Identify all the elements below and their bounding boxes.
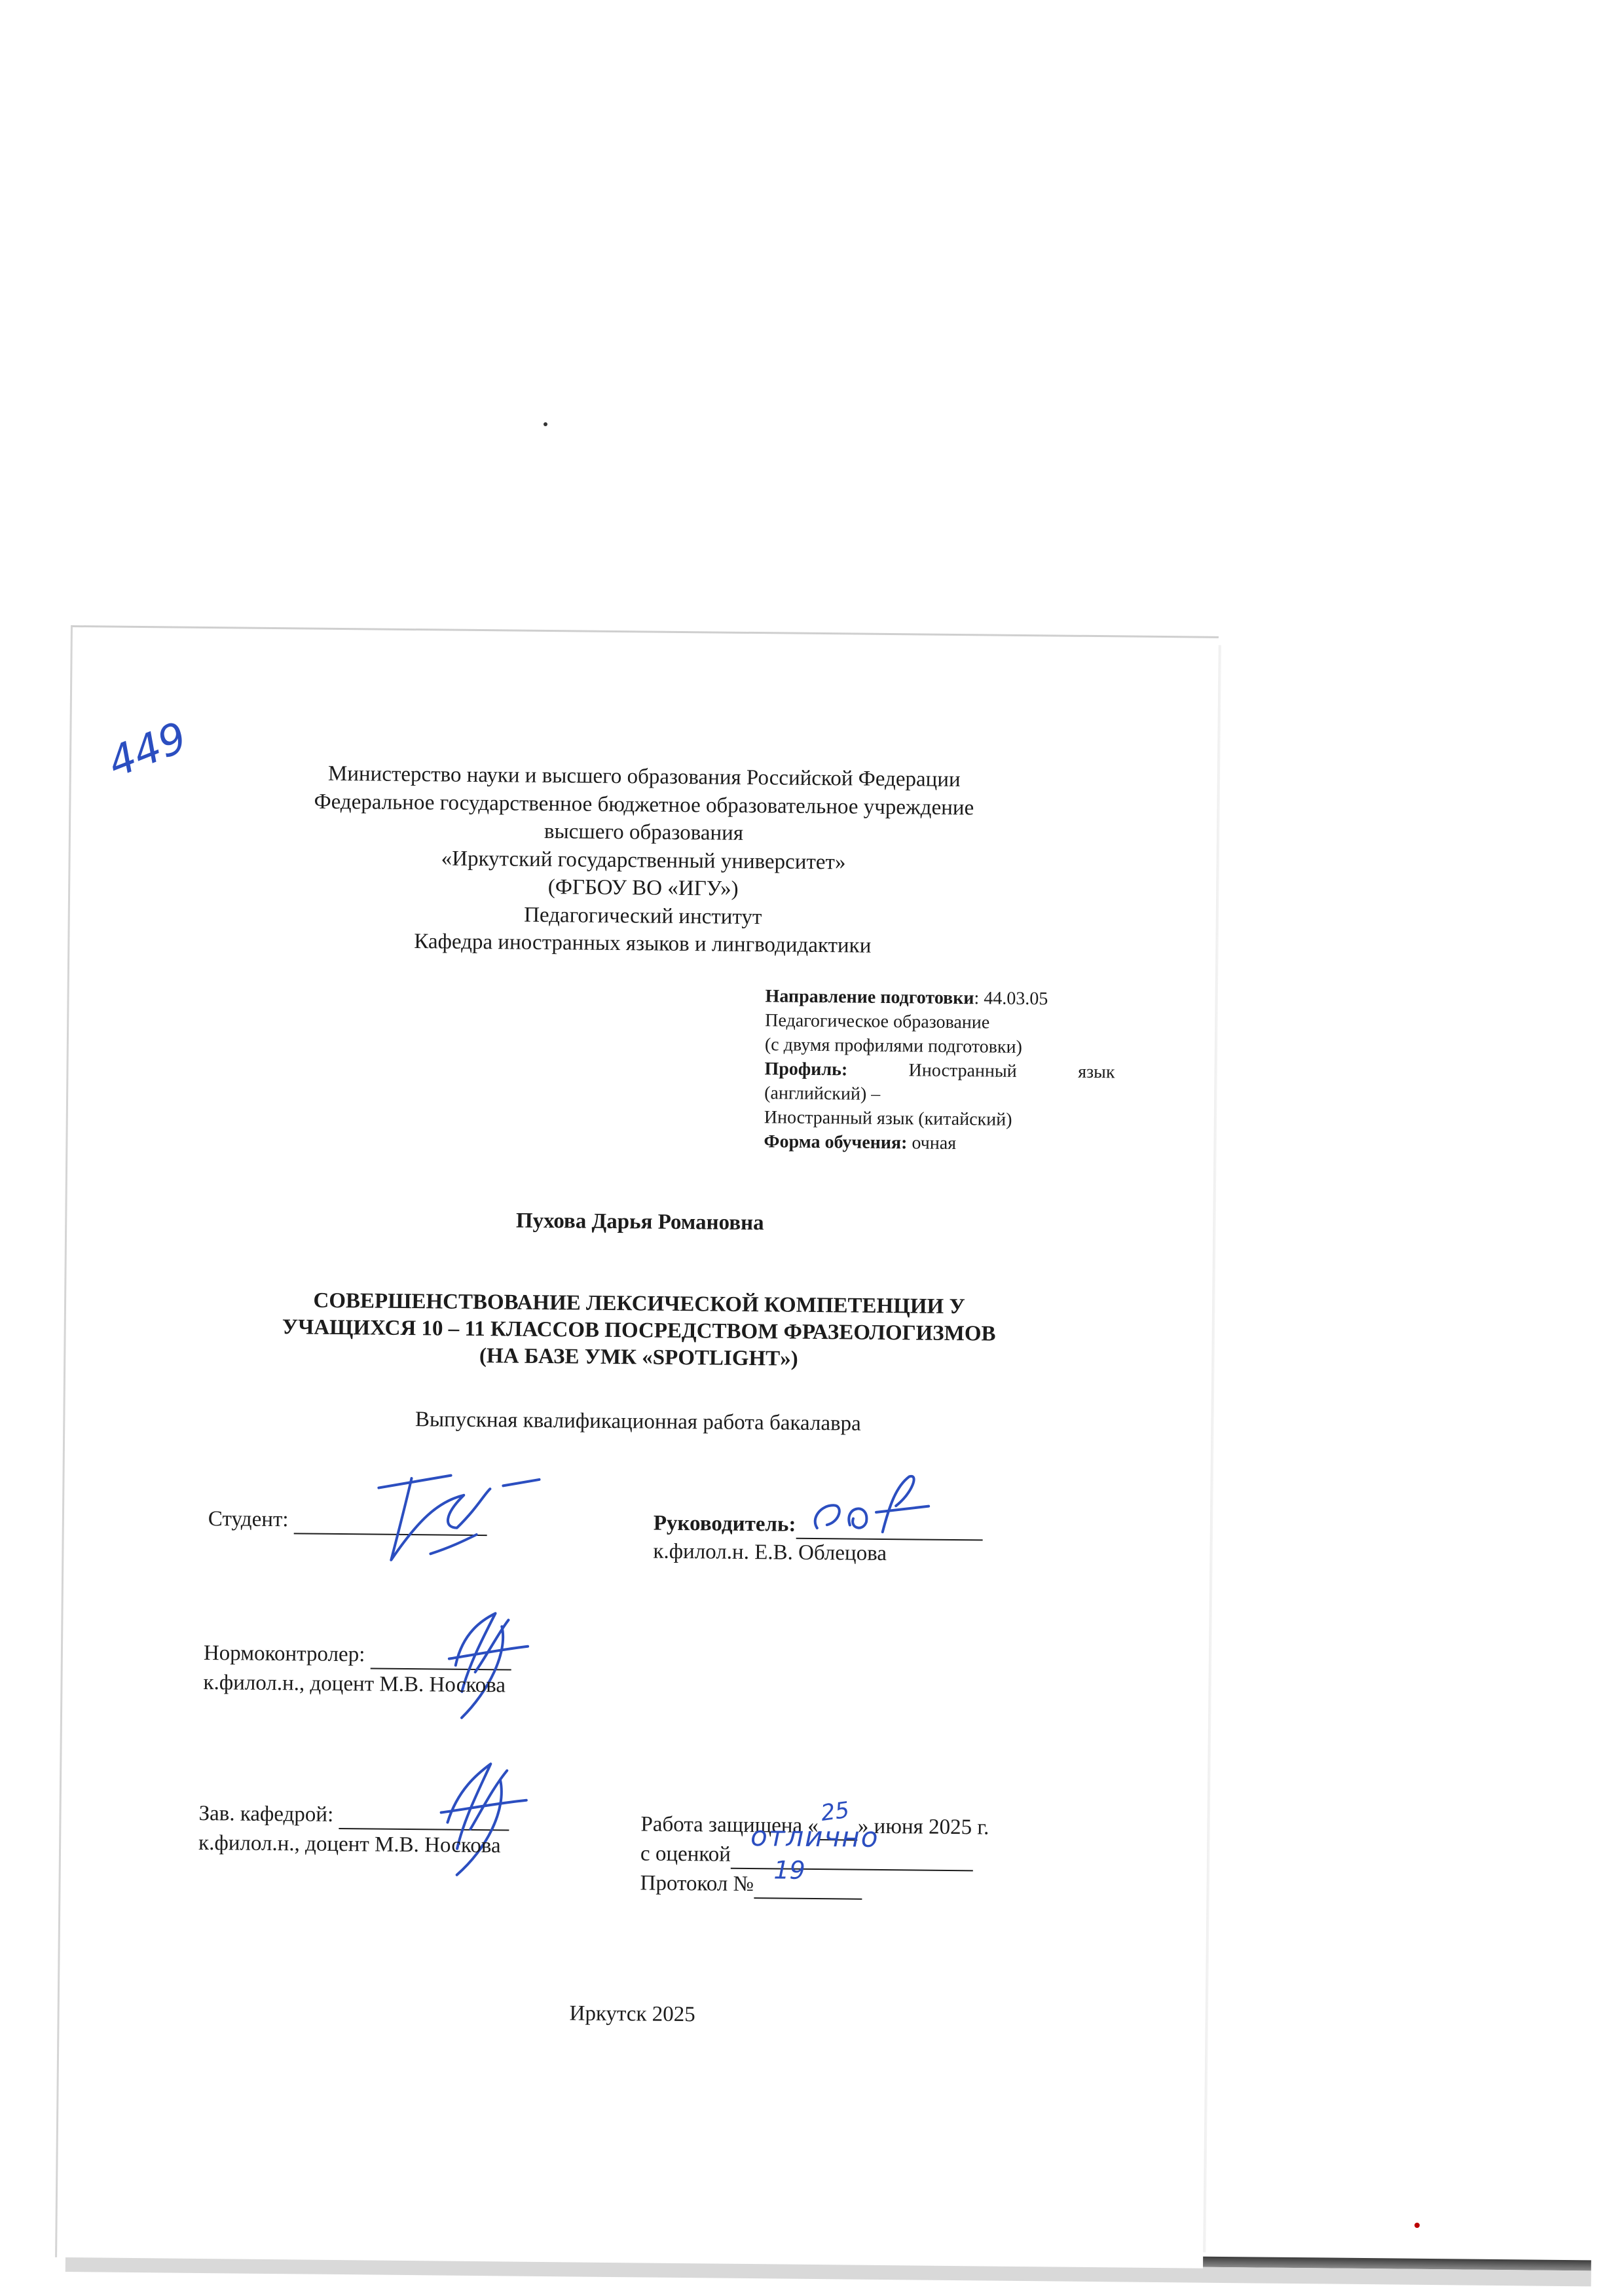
work-type: Выпускная квалификационная работа бакалавра: [415, 1408, 861, 1436]
institution-type-line: Федеральное государственное бюджетное образовательное учреждение: [314, 790, 974, 820]
profile-value-a: Иностранный: [908, 1060, 1017, 1082]
profile-value-b: язык: [1077, 1061, 1115, 1083]
form-line: [764, 1129, 1114, 1157]
supervisor-signature-icon: [797, 1466, 942, 1552]
thesis-title-line-2: УЧАЩИХСЯ 10 – 11 КЛАССОВ ПОСРЕДСТВОМ ФРАЗЕОЛОГИЗМОВ: [282, 1315, 996, 1346]
institute-name: Педагогический институт: [524, 903, 762, 930]
profile-line-2: (английский) –: [764, 1083, 881, 1104]
direction-value: : 44.03.05: [974, 988, 1048, 1010]
department-name: Кафедра иностранных языков и лингводидактики: [414, 930, 872, 958]
grade-value: отлично: [750, 1820, 879, 1853]
defense-prefix: Работа защищена «: [640, 1812, 819, 1838]
profile-label: Профиль:: [764, 1059, 848, 1080]
profile-line: [764, 1057, 1115, 1084]
thesis-title-line-1: СОВЕРШЕНСТВОВАНИЕ ЛЕКСИЧЕСКОЙ КОМПЕТЕНЦИИ У: [313, 1288, 965, 1319]
direction-line-3: (с двумя профилями подготовки): [764, 1034, 1023, 1057]
grade-label: с оценкой: [640, 1842, 731, 1867]
city-year: Иркутск 2025: [569, 2001, 695, 2027]
profile-line-3: Иностранный язык (китайский): [764, 1107, 1012, 1130]
ministry-line: Министерство науки и высшего образования Российской Федерации: [327, 761, 961, 792]
student-label: Студент:: [208, 1507, 289, 1532]
thesis-title-line-3: (НА БАЗЕ УМК «SPOTLIGHT»): [479, 1344, 798, 1371]
direction-label: Направление подготовки: [765, 986, 974, 1009]
student-signature-icon: [352, 1448, 549, 1581]
margin-number: 449: [101, 713, 194, 788]
supervisor-name: к.филол.н. Е.В. Облецова: [653, 1539, 887, 1566]
protocol-number: 19: [773, 1855, 805, 1885]
university-name: «Иркутский государственный университет»: [441, 847, 846, 875]
scan-speck: [544, 422, 547, 426]
head-name: к.филол.н., доцент М.В. Носкова: [198, 1831, 501, 1858]
document-page: [55, 625, 1219, 2269]
direction-line: [765, 984, 1115, 1011]
protocol-blank: [754, 1855, 862, 1900]
head-signature-icon: [428, 1743, 540, 1882]
normcontrol-label: Нормоконтролер:: [203, 1641, 365, 1667]
head-label: Зав. кафедрой:: [198, 1801, 334, 1827]
normcontrol-signature-icon: [435, 1593, 542, 1725]
institution-level-line: высшего образования: [544, 819, 744, 845]
protocol-label: Протокол №: [640, 1871, 754, 1897]
defense-day: 25: [819, 1796, 851, 1827]
form-value: очная: [912, 1133, 957, 1154]
university-abbreviation: (ФГБОУ ВО «ИГУ»): [547, 875, 739, 901]
author-name: Пухова Дарья Романовна: [515, 1209, 764, 1235]
scan-speck: [1414, 2223, 1420, 2228]
defense-suffix: » июня 2025 г.: [857, 1814, 989, 1840]
normcontrol-name: к.филол.н., доцент М.В. Носкова: [203, 1671, 506, 1698]
direction-line-2: Педагогическое образование: [765, 1010, 990, 1033]
form-label: Форма обучения:: [764, 1131, 908, 1154]
protocol-line: [640, 1855, 862, 1899]
supervisor-label: Руководитель:: [653, 1511, 796, 1537]
program-block: [764, 984, 1115, 1157]
